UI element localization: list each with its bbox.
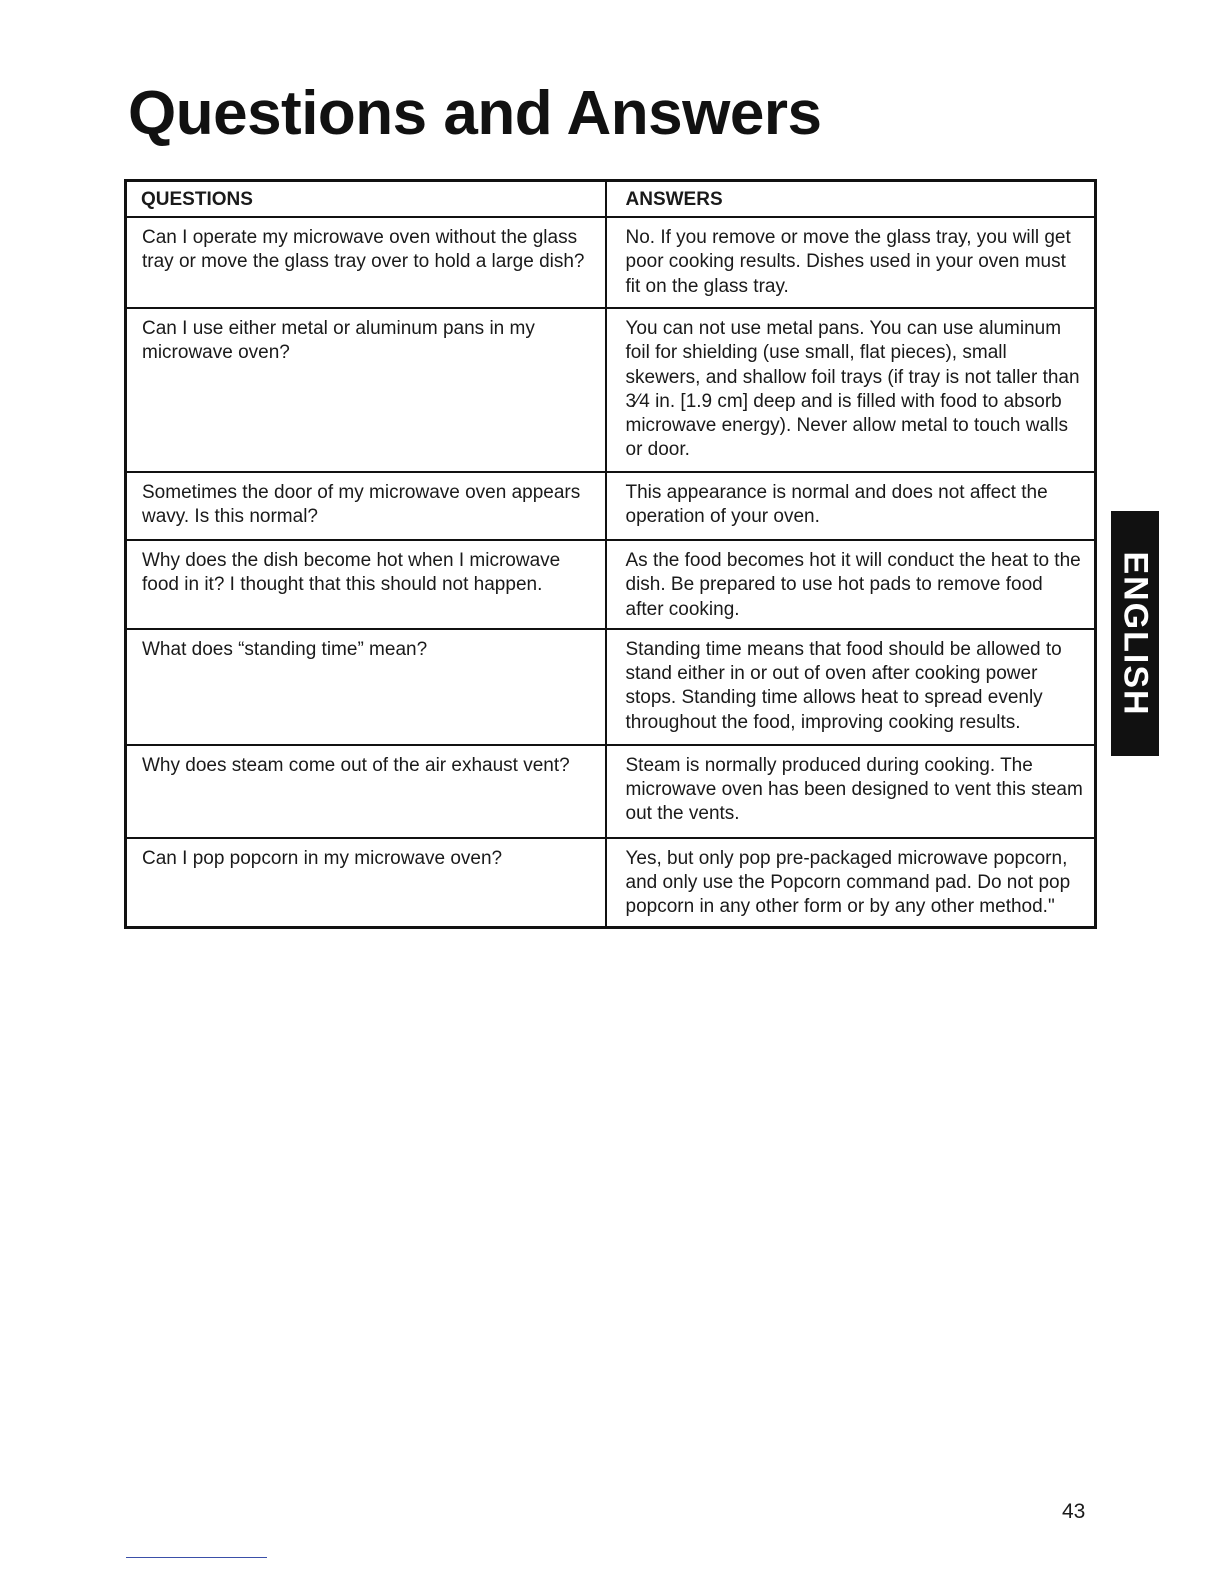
- table-row: [126, 472, 1096, 540]
- table-row: [126, 629, 1096, 745]
- answer-cell: You can not use metal pans. You can use aluminum foil for shielding (use small, flat pieces), small skewers, and shallow foil trays (if tray is not taller than 3⁄4 in. [1.9 cm] deep and is filled with food to absorb microwave energy). Never allow metal to touch walls or door.: [606, 308, 1096, 472]
- table-row: [126, 308, 1096, 472]
- answers-column-header: ANSWERS: [606, 181, 1096, 218]
- question-cell: Can I use either metal or aluminum pans in my microwave oven?: [126, 308, 606, 472]
- answer-cell: Steam is normally produced during cooking. The microwave oven has been designed to vent this steam out the vents.: [606, 745, 1096, 838]
- question-cell: Can I pop popcorn in my microwave oven?: [126, 838, 606, 927]
- answer-cell: As the food becomes hot it will conduct the heat to the dish. Be prepared to use hot pads to remove food after cooking.: [606, 540, 1096, 629]
- table-row: [126, 540, 1096, 629]
- table-row: [126, 745, 1096, 838]
- language-side-tab: [1111, 511, 1159, 756]
- footer-divider: [126, 1557, 267, 1558]
- answer-cell: Standing time means that food should be allowed to stand either in or out of oven after cooking power stops. Standing time allows heat to spread evenly throughout the food, improving cooking results.: [606, 629, 1096, 745]
- table-header-row: [126, 181, 1096, 218]
- questions-column-header: QUESTIONS: [126, 181, 606, 218]
- table-row: [126, 838, 1096, 927]
- question-cell: Why does steam come out of the air exhaust vent?: [126, 745, 606, 838]
- answer-cell: This appearance is normal and does not affect the operation of your oven.: [606, 472, 1096, 540]
- question-cell: What does “standing time” mean?: [126, 629, 606, 745]
- question-cell: Can I operate my microwave oven without the glass tray or move the glass tray over to hold a large dish?: [126, 217, 606, 308]
- language-side-tab-label: ENGLISH: [1116, 550, 1155, 717]
- qa-table: [124, 179, 1097, 929]
- answer-cell: No. If you remove or move the glass tray, you will get poor cooking results. Dishes used in your oven must fit on the glass tray.: [606, 217, 1096, 308]
- question-cell: Sometimes the door of my microwave oven appears wavy. Is this normal?: [126, 472, 606, 540]
- answer-cell: Yes, but only pop pre-packaged microwave popcorn, and only use the Popcorn command pad. Do not pop popcorn in any other form or by any other method.": [606, 838, 1096, 927]
- question-cell: Why does the dish become hot when I microwave food in it? I thought that this should not happen.: [126, 540, 606, 629]
- table-row: [126, 217, 1096, 308]
- page-number: 43: [1062, 1500, 1086, 1523]
- page-title: Questions and Answers: [128, 79, 822, 148]
